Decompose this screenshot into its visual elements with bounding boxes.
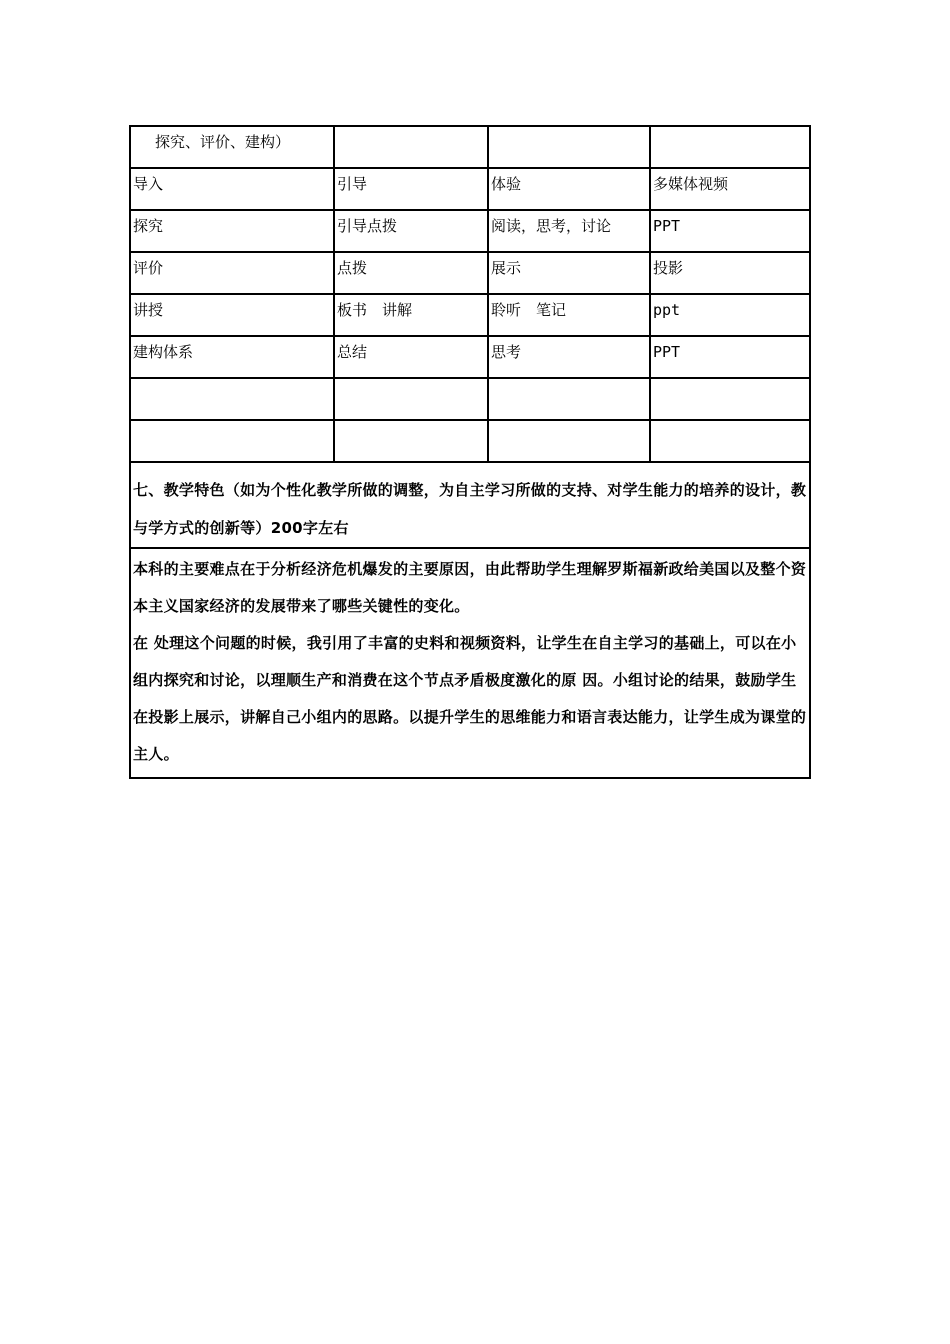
section-body-row [130,548,810,778]
table-cell [488,126,650,168]
section-heading: 七、教学特色（如为个性化教学所做的调整，为自主学习所做的支持、对学生能力的培养的设计，教与学方式的创新等）200字左右 [130,462,810,548]
stage-cell: 探究 [130,210,334,252]
student-activity-cell [488,378,650,420]
table-header-row [130,126,810,168]
media-cell: PPT [650,336,810,378]
student-activity-cell: 体验 [488,168,650,210]
media-cell [650,378,810,420]
stage-cell [130,378,334,420]
media-cell: ppt [650,294,810,336]
stage-cell [130,420,334,462]
section-body [130,548,810,778]
media-cell: PPT [650,210,810,252]
stage-cell: 建构体系 [130,336,334,378]
teacher-activity-cell: 引导 [334,168,488,210]
table-row-empty [130,378,810,420]
paragraph: 本科的主要难点在于分析经济危机爆发的主要原因，由此帮助学生理解罗斯福新政给美国以及整个资本主义国家经济的发展带来了哪些关键性的变化。 [133,560,807,615]
teacher-activity-cell: 板书 讲解 [334,294,488,336]
section-heading-row [130,462,810,548]
paragraph: 在 处理这个问题的时候，我引用了丰富的史料和视频资料，让学生在自主学习的基础上，可以在小组内探究和讨论，以理顺生产和消费在这个节点矛盾极度激化的原 因。小组讨论的结果，鼓励学生在投影上展示，讲解自己小组内的思路。以提升学生的思维能力和语言表达能力，让学生成为课堂的主人。 [133,634,807,763]
student-activity-cell: 展示 [488,252,650,294]
teacher-activity-cell [334,420,488,462]
teaching-process-table [129,125,811,779]
table-row [130,210,810,252]
media-cell [650,420,810,462]
stage-cell: 评价 [130,252,334,294]
table-row [130,336,810,378]
table-row [130,252,810,294]
stage-cell: 导入 [130,168,334,210]
student-activity-cell: 聆听 笔记 [488,294,650,336]
table-row-empty [130,420,810,462]
student-activity-cell [488,420,650,462]
teacher-activity-cell [334,378,488,420]
media-cell: 多媒体视频 [650,168,810,210]
media-cell: 投影 [650,252,810,294]
teacher-activity-cell: 总结 [334,336,488,378]
table-cell [334,126,488,168]
table-cell [650,126,810,168]
student-activity-cell: 阅读，思考，讨论 [488,210,650,252]
student-activity-cell: 思考 [488,336,650,378]
teacher-activity-cell: 点拨 [334,252,488,294]
table-row [130,168,810,210]
teacher-activity-cell: 引导点拨 [334,210,488,252]
table-row [130,294,810,336]
stage-cell: 讲授 [130,294,334,336]
table-cell: 探究、评价、建构） [130,126,334,168]
